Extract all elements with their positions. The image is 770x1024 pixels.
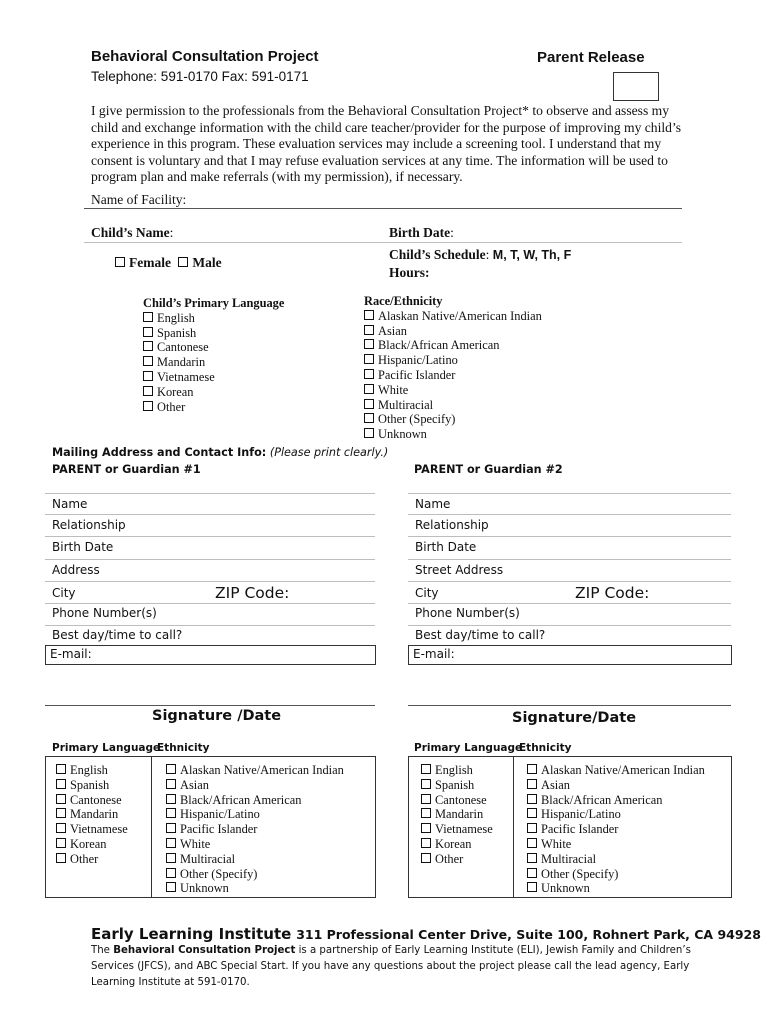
language-option[interactable] [421,763,493,778]
ethnicity-option[interactable] [527,793,705,808]
schedule-line [389,247,571,263]
language-option-label: Korean [157,384,194,399]
ethnicity-option[interactable] [364,427,542,442]
guardian2-primary-language-heading: Primary Language [414,742,523,754]
checkbox-icon[interactable] [166,794,176,804]
guardian2-relationship[interactable]: Relationship [415,518,489,532]
project-title: Behavioral Consultation Project [91,48,319,65]
guardian2-name-line [408,514,731,515]
language-option[interactable] [56,852,128,867]
guardian2-phone-line [408,625,731,626]
checkbox-icon[interactable] [143,341,153,351]
ethnicity-option-label: Hispanic/Latino [378,353,458,368]
guardian1-ethnicity-list [166,763,344,896]
ethnicity-option[interactable] [364,368,542,383]
ethnicity-option-label: Asian [378,323,407,338]
language-option[interactable] [56,837,128,852]
checkbox-icon[interactable] [56,853,66,863]
guardian1-email-box[interactable] [45,645,376,665]
checkbox-icon[interactable] [527,838,537,848]
guardian1-box-divider [151,757,152,897]
ethnicity-option-label: Asian [541,777,570,792]
checkbox-icon[interactable] [143,356,153,366]
checkbox-icon[interactable] [143,401,153,411]
language-option-label: Spanish [435,777,475,792]
guardian1-email-label: E-mail: [50,647,92,661]
guardian1-language-box [45,756,376,898]
language-option[interactable] [421,807,493,822]
language-option-label: English [70,763,108,777]
checkbox-icon[interactable] [143,327,153,337]
guardian1-phone-line [45,625,375,626]
checkbox-icon[interactable] [421,853,431,863]
parent-release-title: Parent Release [537,49,645,66]
guardian2-best-time[interactable]: Best day/time to call? [415,628,546,642]
guardian2-city-line [408,603,731,604]
language-option[interactable] [421,793,493,808]
guardian1-relationship-line [45,536,375,537]
guardian1-heading: PARENT or Guardian #1 [52,463,201,476]
guardian1-birth-line [45,559,375,560]
checkbox-icon[interactable] [143,371,153,381]
language-option-label: English [157,310,195,325]
guardian1-city-line [45,603,375,604]
birth-date-label [389,225,454,241]
female-label: Female [129,255,171,270]
checkbox-icon[interactable] [166,823,176,833]
guardian2-relationship-line [408,536,731,537]
checkbox-icon[interactable] [364,413,374,423]
checkbox-icon[interactable] [166,838,176,848]
gender-options [115,255,222,271]
language-option[interactable] [56,778,128,793]
guardian2-address-line [408,581,731,582]
ethnicity-option[interactable] [364,309,542,324]
language-option-label: Spanish [157,325,197,340]
ethnicity-option-label: Alaskan Native/American Indian [180,763,344,777]
guardian2-ethnicity-list [527,763,705,896]
ethnicity-heading: Race/Ethnicity [364,294,443,308]
ethnicity-option[interactable] [166,837,344,852]
checkbox-icon[interactable] [527,868,537,878]
ethnicity-option-label: White [541,836,572,851]
checkbox-icon[interactable] [527,808,537,818]
footer-text-pre: The [91,945,110,956]
checkbox-icon[interactable] [364,428,374,438]
language-option[interactable] [421,852,493,867]
ethnicity-option[interactable] [364,324,542,339]
guardian2-address[interactable]: Street Address [415,563,504,577]
ethnicity-option[interactable] [364,338,542,353]
checkbox-icon[interactable] [364,384,374,394]
checkbox-icon[interactable] [421,823,431,833]
mailing-note: (Please print clearly.) [269,446,389,459]
language-option[interactable] [56,763,128,778]
checkbox-icon[interactable] [421,779,431,789]
consent-paragraph: I give permission to the professionals from the Behavioral Consultation Project* to observe and assess my child and exchange information with the child care teacher/provider for the purpose of improving my child’s experience in this program. These evaluation services may include a screening tool. I understand that my consent is voluntary and that I may refuse evaluation services at any time. The information will be used to program plan and make referrals (with my permission), if necessary. [91,103,682,184]
checkbox-icon[interactable] [527,853,537,863]
guardian1-phone[interactable]: Phone Number(s) [52,606,157,620]
checkbox-icon[interactable] [364,325,374,335]
ethnicity-option[interactable] [166,763,344,778]
ethnicity-option[interactable] [364,412,542,427]
child-name-text: Child’s Name [91,225,170,240]
ethnicity-option[interactable] [166,778,344,793]
guardian1-language-list [56,763,128,867]
ethnicity-option[interactable] [166,822,344,837]
guardian2-birth-date[interactable]: Birth Date [415,540,477,554]
ethnicity-section [364,294,542,442]
checkbox-icon[interactable] [166,779,176,789]
child-name-colon: : [169,225,174,240]
ethnicity-option-label: Black/African American [378,338,500,353]
language-option-label: Other [70,851,99,866]
checkbox-icon[interactable] [527,823,537,833]
ethnicity-option-label: Black/African American [541,792,663,807]
guardian2-zip[interactable]: ZIP Code: [575,584,650,602]
checkbox-icon[interactable] [421,764,431,774]
ethnicity-option-label: Pacific Islander [378,367,456,382]
checkbox-icon[interactable] [56,808,66,818]
ethnicity-option-label: Multiracial [180,851,236,866]
ethnicity-option-label: Other (Specify) [378,412,456,427]
ethnicity-option[interactable] [166,881,344,896]
language-option[interactable] [143,355,284,370]
guardian2-box-divider [513,757,514,897]
language-option-label: Other [157,399,186,414]
guardian2-email-label: E-mail: [413,647,455,661]
language-option-label: Vietnamese [435,822,493,837]
footer-heading [91,925,761,943]
ethnicity-option-label: Alaskan Native/American Indian [541,763,705,777]
guardian2-heading: PARENT or Guardian #2 [414,463,563,476]
checkbox-icon[interactable] [527,882,537,892]
checkbox-icon[interactable] [364,399,374,409]
male-checkbox[interactable] [178,257,188,267]
checkbox-icon[interactable] [166,764,176,774]
language-option[interactable] [56,807,128,822]
ethnicity-option-label: White [180,836,211,851]
ethnicity-option-label: Black/African American [180,792,302,807]
guardian1-name[interactable]: Name [52,497,88,511]
guardian2-language-box [408,756,732,898]
guardian1-best-time[interactable]: Best day/time to call? [52,628,183,642]
guardian2-birth-line [408,559,731,560]
ethnicity-option-label: Pacific Islander [541,822,619,837]
language-option-label: Korean [70,836,107,851]
ethnicity-option[interactable] [527,807,705,822]
language-option[interactable] [143,385,284,400]
language-option[interactable] [143,370,284,385]
ethnicity-option[interactable] [166,867,344,882]
language-option[interactable] [143,326,284,341]
guardian2-name[interactable]: Name [415,497,451,511]
office-use-box[interactable] [613,72,659,101]
primary-language-heading: Child’s Primary Language [143,296,285,310]
guardian1-signature-line[interactable] [45,705,375,706]
ethnicity-option-label: Hispanic/Latino [541,807,621,822]
guardian1-relationship[interactable]: Relationship [52,518,126,532]
ethnicity-option[interactable] [166,793,344,808]
guardian1-primary-language-heading: Primary Language [52,742,161,754]
language-option-label: Vietnamese [157,369,215,384]
ethnicity-option[interactable] [527,852,705,867]
checkbox-icon[interactable] [143,312,153,322]
guardian1-city[interactable]: City [52,586,76,600]
ethnicity-option-label: Other (Specify) [541,866,619,881]
guardian1-ethnicity-heading: Ethnicity [157,742,210,754]
language-option[interactable] [143,340,284,355]
female-checkbox[interactable] [115,257,125,267]
checkbox-icon[interactable] [364,354,374,364]
ethnicity-option-label: White [378,382,409,397]
checkbox-icon[interactable] [166,868,176,878]
guardian2-phone[interactable]: Phone Number(s) [415,606,520,620]
ethnicity-option[interactable] [527,837,705,852]
ethnicity-option[interactable] [527,867,705,882]
child-name-label [91,225,173,241]
guardian1-zip[interactable]: ZIP Code: [215,584,290,602]
mailing-heading [52,446,388,459]
language-option-label: Cantonese [70,792,122,807]
ethnicity-option[interactable] [527,778,705,793]
ethnicity-option-label: Hispanic/Latino [180,807,260,822]
language-option[interactable] [143,311,284,326]
ethnicity-option-label: Multiracial [541,851,597,866]
checkbox-icon[interactable] [527,794,537,804]
language-option-label: Mandarin [157,355,206,370]
facility-line[interactable] [84,208,682,209]
language-option[interactable] [143,400,284,415]
schedule-days: M, T, W, Th, F [492,248,572,262]
footer-text-post: is a partnership of Early Learning Institute (ELI), Jewish Family and Children’s Services (JFCS), and ABC Special Start. If you have any questions about the project please call the lead agency, Early Learning Institute at 591-0170. [91,945,691,988]
ethnicity-option[interactable] [527,822,705,837]
checkbox-icon[interactable] [143,386,153,396]
checkbox-icon[interactable] [166,853,176,863]
facility-label: Name of Facility: [91,192,187,207]
ethnicity-option[interactable] [364,383,542,398]
hours-label: Hours: [389,265,430,280]
language-option[interactable] [421,837,493,852]
male-label: Male [192,255,222,270]
guardian1-signature-label: Signature /Date [152,708,282,724]
language-option-label: Cantonese [435,792,487,807]
ethnicity-option[interactable] [364,398,542,413]
ethnicity-option-label: Other (Specify) [180,866,258,881]
checkbox-icon[interactable] [421,838,431,848]
checkbox-icon[interactable] [56,764,66,774]
guardian1-name-line [45,514,375,515]
guardian2-top-line [408,493,731,494]
checkbox-icon[interactable] [166,808,176,818]
guardian2-email-box[interactable] [408,645,732,665]
birth-date-colon: : [450,225,454,240]
language-option[interactable] [56,793,128,808]
language-option-label: Cantonese [157,340,209,355]
ethnicity-option[interactable] [527,763,705,778]
checkbox-icon[interactable] [56,838,66,848]
language-option-label: Mandarin [70,807,119,822]
checkbox-icon[interactable] [364,339,374,349]
checkbox-icon[interactable] [527,779,537,789]
footer-text-bold: Behavioral Consultation Project [113,945,296,956]
language-option-label: Korean [435,836,472,851]
guardian2-signature-label: Signature/Date [512,710,637,726]
ethnicity-option-label: Unknown [180,881,229,896]
ethnicity-option-label: Pacific Islander [180,822,258,837]
language-option-label: Other [435,851,464,866]
ethnicity-option-label: Multiracial [378,397,434,412]
language-option-label: Mandarin [435,807,484,822]
ethnicity-option[interactable] [166,852,344,867]
checkbox-icon[interactable] [56,779,66,789]
birth-date-text: Birth Date [389,225,451,240]
guardian2-signature-line[interactable] [408,705,731,706]
footer-org: Early Learning Institute [91,925,292,943]
guardian2-city[interactable]: City [415,586,439,600]
footer-address: 311 Professional Center Drive, Suite 100, Rohnert Park, CA 94928 [296,927,761,942]
schedule-label: Child’s Schedule [389,247,486,262]
ethnicity-option-label: Alaskan Native/American Indian [378,308,542,323]
checkbox-icon[interactable] [56,794,66,804]
footer-text [91,943,731,991]
language-option-label: Vietnamese [70,822,128,837]
language-option-label: English [435,763,473,777]
ethnicity-option-label: Unknown [541,881,590,896]
guardian1-address-line [45,581,375,582]
guardian1-address[interactable]: Address [52,563,100,577]
guardian2-language-list [421,763,493,867]
ethnicity-option[interactable] [166,807,344,822]
ethnicity-option[interactable] [527,881,705,896]
guardian1-top-line [45,493,375,494]
checkbox-icon[interactable] [421,808,431,818]
checkbox-icon[interactable] [364,310,374,320]
language-option[interactable] [56,822,128,837]
language-option[interactable] [421,778,493,793]
language-option-label: Spanish [70,777,110,792]
checkbox-icon[interactable] [364,369,374,379]
primary-language-section [143,296,284,414]
ethnicity-option[interactable] [364,353,542,368]
ethnicity-option-label: Unknown [378,427,427,442]
guardian2-ethnicity-heading: Ethnicity [519,742,572,754]
guardian1-birth-date[interactable]: Birth Date [52,540,114,554]
mailing-heading-text: Mailing Address and Contact Info: [52,446,267,459]
checkbox-icon[interactable] [421,794,431,804]
ethnicity-option-label: Asian [180,777,209,792]
phone-fax: Telephone: 591-0170 Fax: 591-0171 [91,69,309,84]
checkbox-icon[interactable] [56,823,66,833]
child-row-line [84,242,682,243]
checkbox-icon[interactable] [166,882,176,892]
language-option[interactable] [421,822,493,837]
checkbox-icon[interactable] [527,764,537,774]
schedule-colon: : [485,247,493,262]
